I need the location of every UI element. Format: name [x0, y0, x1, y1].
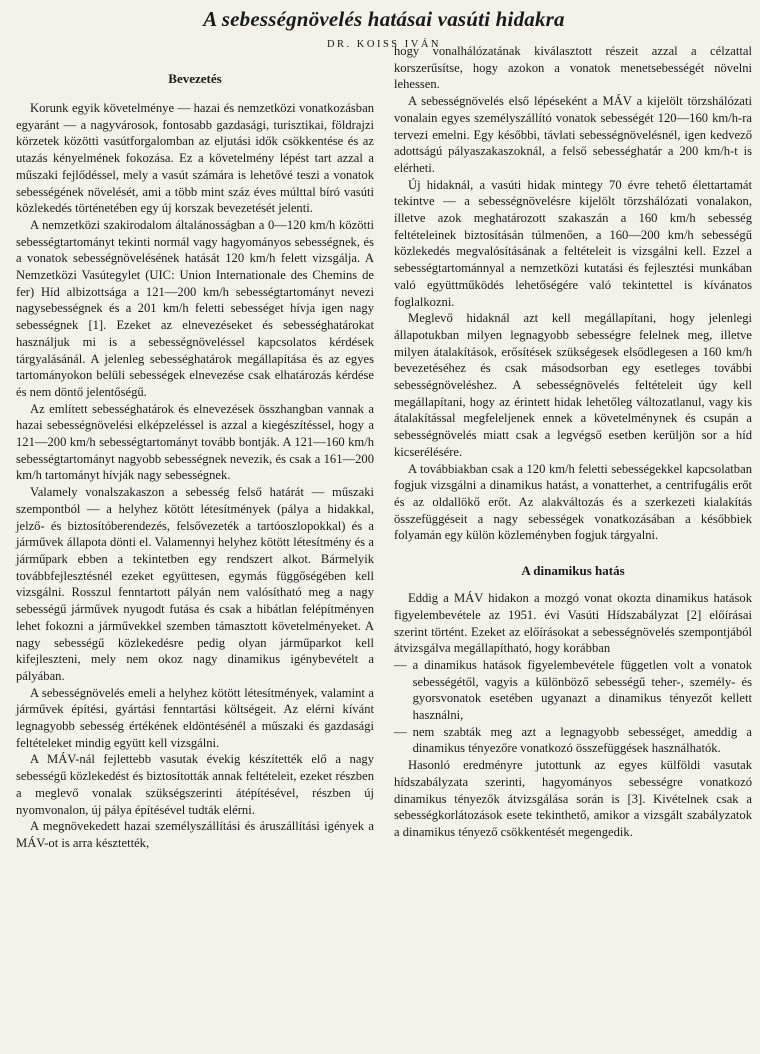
- dash-bullet: —: [394, 724, 407, 739]
- left-column: [16, 70, 374, 852]
- paragraph: A megnövekedett hazai személyszállítási és áruszállítási igények a MÁV-ot is arra késztették,: [16, 819, 374, 850]
- paragraph: Eddig a MÁV hidakon a mozgó vonat okozta dinamikus hatások figyelembevétele az 1951. évi Vasúti Hídszabályzat [2] előírásai szerint történt. Ezeket az előírásokat a sebességnövelés szempontjából átvizsgálva megállapítható, hogy korábban: [394, 591, 752, 656]
- article-title: A sebességnövelés hatásai vasúti hidakra: [203, 7, 565, 31]
- list-item: [394, 657, 752, 724]
- paragraph: A továbbiakban csak a 120 km/h feletti sebességekkel kapcsolatban fogjuk vizsgálni a dinamikus hatást, a vonatterhet, a centrifugális erőt és az oldallökő erőt. Az alakváltozás és a szerkezeti kialakítás összefüggéseit a nagy sebességek vonatkozásában a későbbiek folyamán egy külön közleményben fogjuk tárgyalni.: [394, 461, 752, 543]
- section-heading-introduction: Bevezetés: [168, 71, 222, 86]
- paragraph: Az említett sebességhatárok és elnevezések összhangban vannak a hazai sebességnövelési elképzeléssel is azzal a kiegészítéssel, hogy a 121—200 km/h sebességtartományt tovább bontják. A 121—160 km/h sebességtartományt nagyobb sebességnek nevezik, és csak a 161—200 km/h tartományt hívják nagy sebességnek.: [16, 401, 374, 483]
- paragraph: A sebességnövelés emeli a helyhez kötött létesítmények, valamint a járművek építési, gyártási fenntartási költségeit. Az elérni kívánt legnagyobb sebesség értékének eldöntésénél a műszaki és gazdasági feltételeket mindig együtt kell vizsgálni.: [16, 685, 374, 750]
- paragraph: Hasonló eredményre jutottunk az egyes külföldi vasutak hídszabályzata szerinti, hagyományos sebességre vonatkozó dinamikus tényezők átvizsgálása során is [3]. Kivételnek csak a sebességkorlátozások esete tekinthető, amikor a vizsgált szabályzatok a dinamikus tényező csökkentését megengedik.: [394, 758, 752, 839]
- list-item-text: a dinamikus hatások figyelembevétele független volt a vonatok sebességétől, vagyis a különböző sebességű teher-, személy- és gyorsvonatok esetében ugyanazt a dinamikus tényezőt kellett használni,: [412, 657, 752, 723]
- paragraph: A nemzetközi szakirodalom általánosságban a 0—120 km/h közötti sebességtartományt tekinti normál vagy hagyományos sebességnek, és a vonatok sebességnövelésének hatását 120 km/h felett vizsgálja. A Nemzetközi Vasútegylet (UIC: Union Internationale des Chemins de fer) Híd albizottsága a 121—200 km/h sebességtartományt nevezi nagysebességnek és a 201 km/h feletti sebességet hívja igen nagy sebességnek [1]. Ezeket az elnevezéseket és sebességhatárokat használjuk mi is a sebességnöveléssel kapcsolatos kérdések tárgyalásánál. A jelenleg sebességhatárok megállapítása és az egyes tartományokon belüli sebességek elnevezése csak elhatározás kérdése és nem döntő jelentőségű.: [16, 217, 374, 399]
- paragraph: A MÁV-nál fejlettebb vasutak évekig készítették elő a nagy sebességű közlekedést és biztosították annak feltételeit, ezeket részben a meglevő vonalak szükségszerinti átépítésével, részben új nyomvonalon, új pálya építésével tudták elérni.: [16, 752, 374, 817]
- paragraph: Meglevő hidaknál azt kell megállapítani, hogy jelenlegi állapotukban milyen legnagyobb sebességre felelnek meg, illetve milyen átalakítások, erősítések szükségesek elsődlegesen a 160 km/h bevezetéséhez és csak másodsorban egy esetleges további sebességnöveléshez. A sebességnövelés feltételeit úgy kell megállapítani, hogy az érintett hidak lehetőleg változatlanul, vagy kis átalakítással megfeleljenek ennek a követelménynek és csupán a sebességnövelés miatt csak a legvégső esetben kerüljön sor a híd kicserélésére.: [394, 311, 752, 459]
- dash-bullet: —: [394, 657, 407, 672]
- list-item: [394, 724, 752, 757]
- article-author: DR. KOISS IVÁN: [326, 39, 442, 50]
- paragraph: Valamely vonalszakaszon a sebesség felső határát — műszaki szempontból — a helyhez kötött létesítmények (pálya a hidakkal, jelző- és biztosítóberendezés, felsővezeték a tartóoszlopokkal) és a járművek állapota dönti el. Valamennyi helyhez kötött létesítmény és a járműpark ebben a tekintetben egy rendszert alkot. Bármelyik továbbfejlesztésnél ezeket együttesen, egymás függőségében kell vizsgálni. Rosszul fenntartott pályán nem valósítható meg a nagy sebességű járművek nyugodt futása és csak a hibátlan felépítményen lehet fokozni a járművekkel szemben támasztott követelményeket. A nagy sebességű közlekedésre pedig olyan járműparkot kell kifejleszteni, mely nem okoz nagy dinamikus igénybevételt a pályában.: [16, 485, 374, 683]
- right-column: [394, 43, 752, 852]
- paragraph: Új hidaknál, a vasúti hidak mintegy 70 évre tehető élettartamát tekintve — a sebességnövelésre kijelölt törzshálózati vonalakon, illetve azok meghatározott szakaszán a 160 km/h sebesség feltételeinek biztosításán túlmenően, a 160—200 km/h sebességű közlekedés megvalósításának a feltételeit is vizsgálni kell. Ezzel a sebességtartománnyal a nemzetközi kutatási és fejlesztési munkában való együttműködés lehetőségére való tekintettel is kívánatos foglalkozni.: [394, 177, 752, 309]
- paragraph: Korunk egyik követelménye — hazai és nemzetközi vonatkozásban egyaránt — a nagyvárosok, fontosabb gazdasági, turisztikai, földrajzi körzetek közötti vasútforgalomban az eljutási idők csökkentése és az utazás kényelmének fokozása. Ez a követelmény lépést tart azzal a műszaki fejlődéssel, mely a vasút számára is lehetővé teszi a vonatok sebességének növelését, ami a több mint száz éves múlttal bíró vasúti közlekedés történetében egy új korszak bevezetését jelenti.: [16, 101, 374, 216]
- paragraph-continued: hogy vonalhálózatának kiválasztott részeit azzal a célzattal korszerűsítse, hogy azokon a vonatok menetsebességét növelni lehessen.: [394, 44, 752, 92]
- section-heading-dynamic-effect: A dinamikus hatás: [521, 563, 625, 579]
- list-item-text: nem szabták meg azt a legnagyobb sebességet, ameddig a dinamikus tényezőre vonatkozó összefüggések használhatók.: [412, 724, 752, 756]
- paragraph: A sebességnövelés első lépéseként a MÁV a kijelölt törzshálózati vonalain egyes személyszállító vonatok sebességét 120—160 km/h-ra tervezi emelni. Egy későbbi, távlati sebességnövelésnél, igen kedvező adottságú pályaszakaszoknál, a felső sebességhatár a 200 km/h-t is elérheti.: [394, 94, 752, 175]
